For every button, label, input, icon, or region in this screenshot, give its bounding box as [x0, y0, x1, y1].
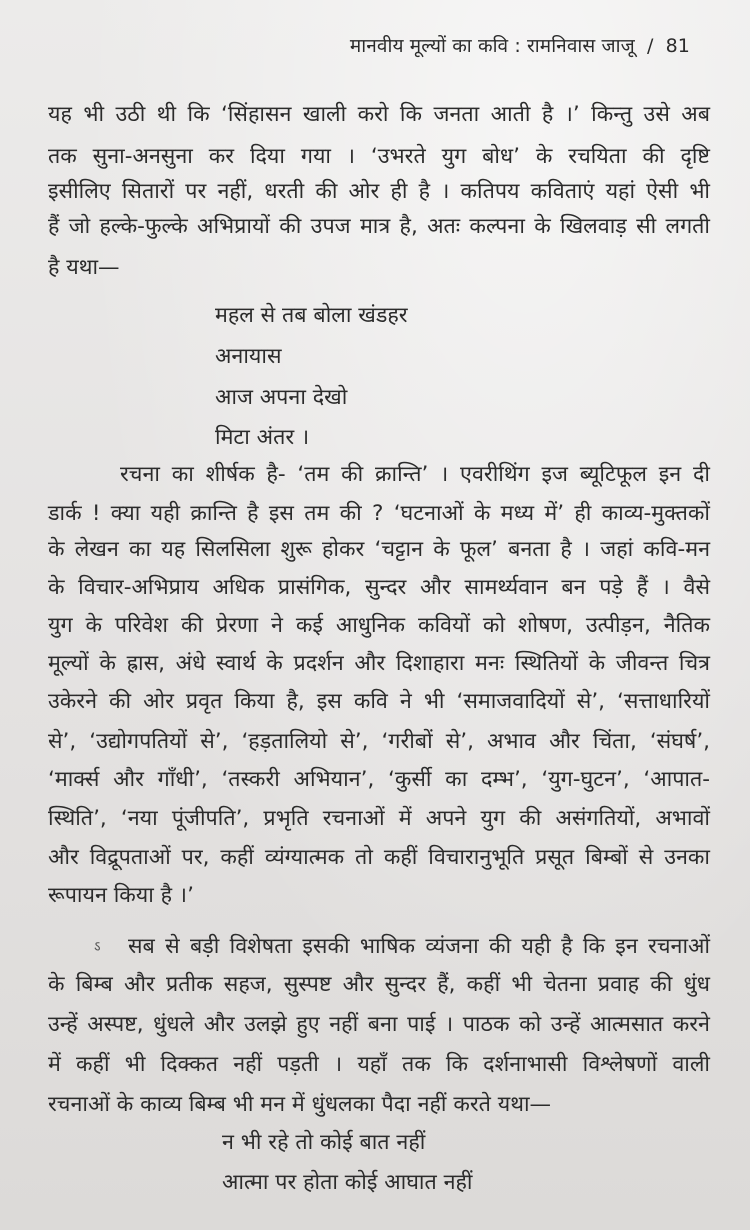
paragraph-2-line: रचना का शीर्षक है- ‘तम की क्रान्ति’ । एवरीथिंग इज ब्यूटिफूल इन दी [120, 462, 710, 487]
paragraph-3-line: सब से बड़ी विशेषता इसकी भाषिक व्यंजना की यही है कि इन रचनाओं [128, 934, 710, 959]
paragraph-2-line: ‘मार्क्स और गाँधी’, ‘तस्करी अभियान’, ‘कुर्सी का दम्भ’, ‘युग-घुटन’, ‘आपात- [48, 767, 710, 792]
paragraph-3-line: के बिम्ब और प्रतीक सहज, सुस्पष्ट और सुन्दर हैं, कहीं भी चेतना प्रवाह की धुंध [48, 972, 710, 997]
margin-mark: ऽ [94, 939, 101, 955]
verse-1-line: अनायास [215, 344, 282, 369]
paragraph-2-line: युग के परिवेश की प्रेरणा ने कई आधुनिक कवियों को शोषण, उत्पीड़न, नैतिक [48, 613, 710, 638]
paragraph-2-line: स्थिति’, ‘नया पूंजीपति’, प्रभृति रचनाओं में अपने युग की असंगतियों, अभावों [48, 806, 710, 831]
verse-1-line: आज अपना देखो [215, 385, 348, 410]
paragraph-2-line: के लेखन का यह सिलसिला शुरू होकर ‘चट्टान के फूल’ बनता है । जहां कवि-मन [48, 537, 710, 562]
verse-1-line: महल से तब बोला खंडहर [215, 303, 408, 328]
paragraph-1-line: तक सुना-अनसुना कर दिया गया । ‘उभरते युग बोध’ के रचयिता की दृष्टि [48, 144, 710, 169]
paragraph-2-line: से’, ‘उद्योगपतियों से’, ‘हड़तालियो से’, ‘गरीबों से’, अभाव और चिंता, ‘संघर्ष’, [48, 729, 710, 754]
verse-1-line: मिटा अंतर । [215, 425, 310, 450]
running-head-separator: / [646, 35, 654, 57]
paragraph-2-line: उकेरने की ओर प्रवृत किया है, इस कवि ने भी ‘समाजवादियों से’, ‘सत्ताधारियों [48, 689, 710, 714]
paragraph-3-line: रचनाओं के काव्य बिम्ब भी मन में धुंधलका पैदा नहीं करते यथा— [48, 1092, 552, 1117]
paragraph-1-line: इसीलिए सितारों पर नहीं, धरती की ओर ही है । कतिपय कविताएं यहां ऐसी भी [48, 179, 710, 204]
paragraph-3-line: में कहीं भी दिक्कत नहीं पड़ती । यहाँ तक कि दर्शनाभासी विश्लेषणों वाली [48, 1052, 710, 1077]
paragraph-1-line: हैं जो हल्के-फुल्के अभिप्रायों की उपज मात्र है, अतः कल्पना के खिलवाड़ सी लगती [48, 214, 710, 239]
paragraph-2-line: मूल्यों के ह्रास, अंधे स्वार्थ के प्रदर्शन और दिशाहारा मनः स्थितियों के जीवन्त चित्र [48, 651, 710, 676]
paragraph-1-line: यह भी उठी थी कि ‘सिंहासन खाली करो कि जनता आती है ।’ किन्तु उसे अब [48, 102, 710, 127]
paragraph-2-line: और विद्रूपताओं पर, कहीं व्यंग्यात्मक तो कहीं विचारानुभूति प्रसूत बिम्बों से उनका [48, 845, 710, 870]
verse-2-line: न भी रहे तो कोई बात नहीं [222, 1130, 426, 1155]
paragraph-2-line: रूपायन किया है ।’ [48, 883, 194, 908]
page-number: 81 [665, 35, 690, 57]
paragraph-2-line: डार्क ! क्या यही क्रान्ति है इस तम की ? ‘घटनाओं के मध्य में’ ही काव्य-मुक्तकों [48, 501, 710, 526]
paragraph-2-line: के विचार-अभिप्राय अधिक प्रासंगिक, सुन्दर और सामर्थ्यवान बन पड़े हैं । वैसे [48, 575, 710, 600]
paragraph-3-line: उन्हें अस्पष्ट, धुंधले और उलझे हुए नहीं बना पाई । पाठक को उन्हें आत्मसात करने [48, 1012, 710, 1037]
running-head [350, 32, 690, 58]
verse-2-line: आत्मा पर होता कोई आघात नहीं [222, 1170, 473, 1195]
paragraph-1-line: है यथा— [48, 255, 120, 280]
running-head-title: मानवीय मूल्यों का कवि : रामनिवास जाजू [349, 35, 635, 57]
